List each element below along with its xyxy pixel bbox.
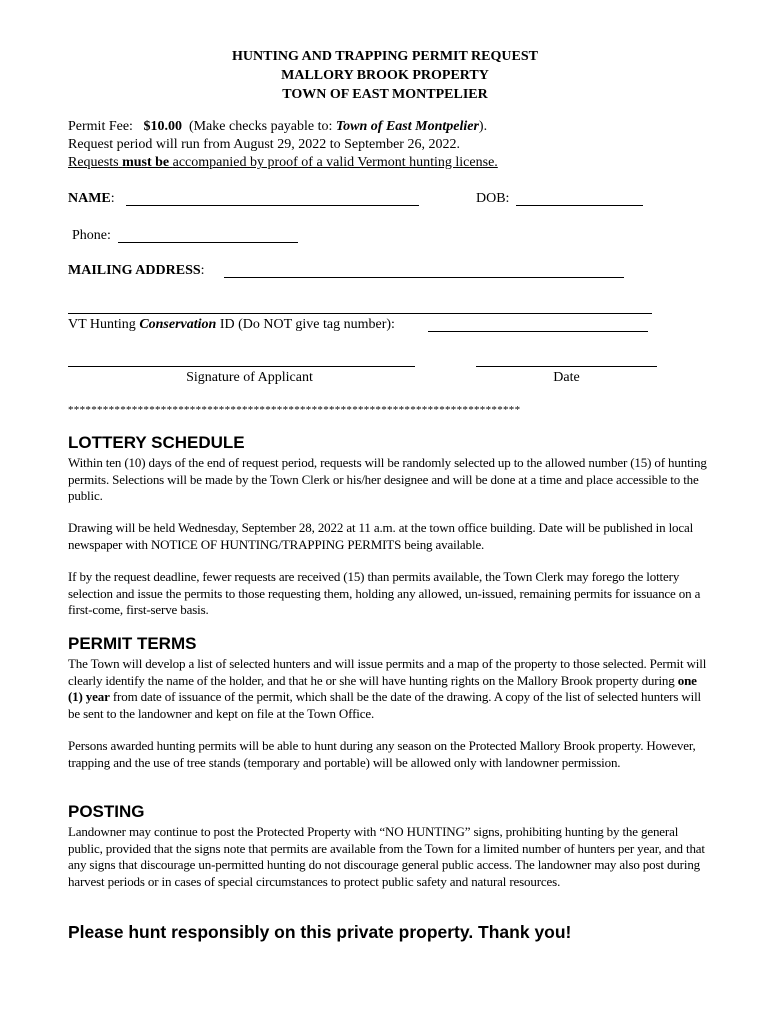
mailing-address-label: MAILING ADDRESS:: [68, 263, 205, 278]
vt-conservation-id-field[interactable]: [428, 331, 648, 332]
document-title: [0, 47, 770, 104]
phone-label: Phone:: [72, 228, 111, 243]
requirements-line: Requests must be accompanied by proof of a valid Vermont hunting license.: [68, 155, 498, 170]
one-year-emphasis: one (1) year: [68, 672, 697, 704]
posting-heading: POSTING: [68, 802, 145, 821]
date-field[interactable]: [476, 366, 657, 367]
title-line-2: MALLORY BROOK PROPERTY: [281, 68, 489, 83]
signature-label: Signature of Applicant: [186, 370, 313, 385]
vt-conservation-id-label: VT Hunting Conservation ID (Do NOT give tag number):: [68, 317, 395, 332]
name-label: NAME:: [68, 191, 115, 206]
lottery-paragraph-2: Drawing will be held Wednesday, September 28, 2022 at 11 a.m. at the town office building. Date will be published in local newspaper with NOTICE OF HUNTING/TRAPPING PERMITS being available.: [68, 520, 694, 552]
posting-paragraph: Landowner may continue to post the Protected Property with “NO HUNTING” signs, prohibiting hunting by the general public, provided that the signs note that permits are available from the Town for a limited number of hunters per year, and that any signs that discourage un-permitted hunting do not discourage general public access. The landowner may also post during harvest periods or in cases of special circumstances to protect public safety and natural resources.: [68, 824, 705, 889]
title-line-3: TOWN OF EAST MONTPELIER: [282, 87, 488, 102]
dob-field[interactable]: [516, 205, 643, 206]
mailing-address-field-line-2[interactable]: [68, 313, 652, 314]
title-line-1: HUNTING AND TRAPPING PERMIT REQUEST: [232, 49, 538, 64]
closing-statement: Please hunt responsibly on this private property. Thank you!: [68, 922, 572, 942]
name-field[interactable]: [126, 205, 419, 206]
mailing-address-field[interactable]: [224, 277, 624, 278]
lottery-schedule-heading: LOTTERY SCHEDULE: [68, 433, 245, 452]
request-period-line: Request period will run from August 29, 2022 to September 26, 2022.: [68, 137, 460, 152]
terms-paragraph-2: Persons awarded hunting permits will be able to hunt during any season on the Protected Mallory Brook property. However, trapping and the use of tree stands (temporary and portable) will be allowed only with landowner permission.: [68, 738, 696, 770]
permit-fee-amount: $10.00: [143, 119, 182, 134]
asterisk-divider: ******************************************************************************: [68, 404, 521, 416]
date-label: Date: [553, 370, 580, 385]
payable-to: Town of East Montpelier: [335, 119, 479, 134]
lottery-paragraph-3: If by the request deadline, fewer requests are received (15) than permits available, the Town Clerk may forego the lottery selection and issue the permits to those requesting them, holding any allowed, un-issued, remaining permits for issuance on a first-come, first-serve basis.: [68, 569, 701, 617]
signature-field[interactable]: [68, 366, 415, 367]
must-be-emphasis: must be: [122, 155, 170, 170]
dob-label: DOB:: [476, 191, 510, 206]
phone-field[interactable]: [118, 242, 298, 243]
lottery-paragraph-1: Within ten (10) days of the end of request period, requests will be randomly selected up to the allowed number (15) of hunting permits. Selections will be made by the Town Clerk or his/her designee and will be done at a time and place accessible to the public.: [68, 455, 707, 503]
permit-fee-line: Permit Fee: $10.00 (Make checks payable to: Town of East Montpelier).: [68, 119, 488, 134]
terms-paragraph-1: The Town will develop a list of selected hunters and will issue permits and a map of the property to those selected. Permit will clearly identify the name of the holder, and that he or she will have hunting rights on the Mallory Brook property during one (1) year from date of issuance of the permit, which shall be the date of the drawing. A copy of the list of selected hunters will be sent to the landowner and kept on file at the Town Office.: [68, 656, 707, 721]
permit-terms-heading: PERMIT TERMS: [68, 634, 197, 653]
